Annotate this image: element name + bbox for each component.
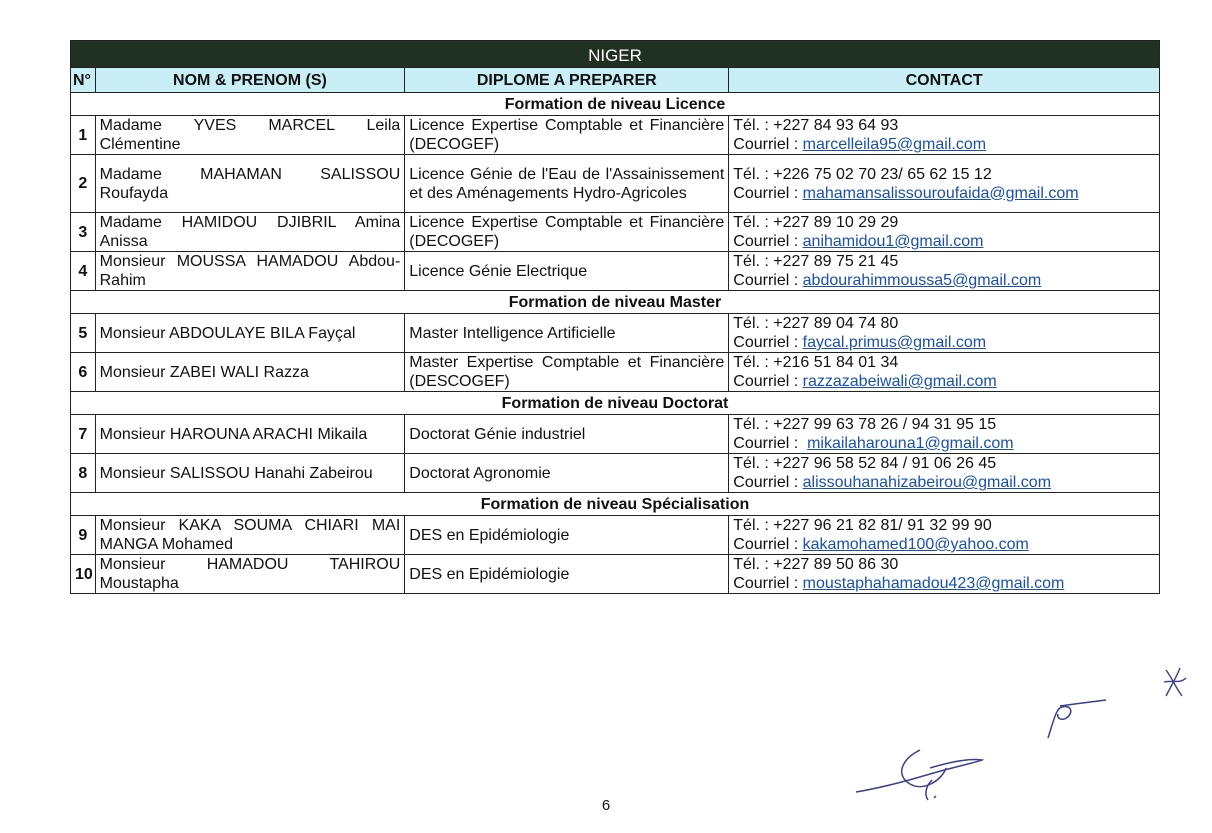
table-row — [71, 252, 1160, 291]
email-line — [733, 184, 1155, 203]
contact-cell — [729, 213, 1160, 252]
email-line — [733, 135, 1155, 154]
student-name: Monsieur HAMADOU TAHIROU Moustapha — [95, 555, 405, 594]
email-line — [733, 535, 1155, 554]
header-number: N° — [71, 68, 96, 93]
student-name: Monsieur KAKA SOUMA CHIARI MAI MANGA Mohamed — [95, 516, 405, 555]
student-name: Madame MAHAMAN SALISSOU Roufayda — [95, 155, 405, 213]
phone-number: Tél. : +227 89 75 21 45 — [733, 253, 899, 270]
email-line — [733, 434, 1155, 453]
section-title: Formation de niveau Spécialisation — [71, 493, 1160, 516]
student-name: Monsieur SALISSOU Hanahi Zabeirou — [95, 454, 405, 493]
diploma: Licence Génie de l'Eau de l'Assainissement et des Aménagements Hydro-Agricoles — [405, 155, 729, 213]
table-row — [71, 155, 1160, 213]
row-number: 9 — [71, 516, 96, 555]
row-number: 6 — [71, 353, 96, 392]
contact-cell — [729, 314, 1160, 353]
contact-cell — [729, 555, 1160, 594]
diploma: Licence Expertise Comptable et Financière (DECOGEF) — [405, 116, 729, 155]
section-title: Formation de niveau Licence — [71, 93, 1160, 116]
phone-number: Tél. : +226 75 02 70 23/ 65 62 15 12 — [733, 165, 992, 183]
email-label: Courriel : — [733, 136, 803, 153]
phone-number: Tél. : +227 89 04 74 80 — [733, 315, 899, 332]
table-row — [71, 415, 1160, 454]
row-number: 5 — [71, 314, 96, 353]
phone-number: Tél. : +216 51 84 01 34 — [733, 354, 899, 371]
email-line — [733, 271, 1155, 290]
email-label: Courriel : — [733, 184, 803, 202]
table-row — [71, 353, 1160, 392]
email-line — [733, 232, 1155, 251]
phone-number: Tél. : +227 96 21 82 81/ 91 32 99 90 — [733, 517, 992, 534]
email-link[interactable]: mikailaharouna1@gmail.com — [807, 435, 1014, 452]
email-label: Courriel : — [733, 575, 803, 592]
column-header-row — [71, 68, 1160, 93]
student-name: Monsieur ZABEI WALI Razza — [95, 353, 405, 392]
email-label: Courriel : — [733, 334, 803, 351]
margin-initial-mark — [1160, 662, 1190, 702]
section-row — [71, 291, 1160, 314]
student-name: Monsieur MOUSSA HAMADOU Abdou-Rahim — [95, 252, 405, 291]
header-contact: CONTACT — [729, 68, 1160, 93]
table-row — [71, 116, 1160, 155]
phone-number: Tél. : +227 99 63 78 26 / 94 31 95 15 — [733, 416, 997, 433]
student-name: Monsieur HAROUNA ARACHI Mikaila — [95, 415, 405, 454]
email-label: Courriel : — [733, 474, 803, 491]
email-line — [733, 333, 1155, 352]
contact-cell — [729, 454, 1160, 493]
email-link[interactable]: moustaphahamadou423@gmail.com — [802, 575, 1065, 592]
student-name: Madame YVES MARCEL Leila Clémentine — [95, 116, 405, 155]
email-link[interactable]: anihamidou1@gmail.com — [802, 233, 984, 250]
country-title: NIGER — [71, 41, 1160, 68]
table-row — [71, 314, 1160, 353]
section-title: Formation de niveau Doctorat — [71, 392, 1160, 415]
table-row — [71, 555, 1160, 594]
contact-cell — [729, 252, 1160, 291]
header-diploma: DIPLOME A PREPARER — [405, 68, 729, 93]
email-line — [733, 372, 1155, 391]
contact-cell — [729, 516, 1160, 555]
student-name: Monsieur ABDOULAYE BILA Fayçal — [95, 314, 405, 353]
email-link[interactable]: mahamansalissouroufaida@gmail.com — [802, 184, 1079, 202]
email-label: Courriel : — [733, 272, 803, 289]
phone-number: Tél. : +227 96 58 52 84 / 91 06 26 45 — [733, 455, 997, 472]
contact-cell — [729, 116, 1160, 155]
country-header-row — [71, 41, 1160, 68]
row-number: 2 — [71, 155, 96, 213]
contact-cell — [729, 155, 1160, 213]
page-number: 6 — [601, 797, 611, 814]
email-link[interactable]: alissouhanahizabeirou@gmail.com — [802, 474, 1052, 491]
contact-cell — [729, 415, 1160, 454]
section-row — [71, 93, 1160, 116]
email-line — [733, 574, 1155, 593]
email-label: Courriel : — [733, 536, 803, 553]
table-body — [71, 93, 1160, 594]
row-number: 4 — [71, 252, 96, 291]
section-title: Formation de niveau Master — [71, 291, 1160, 314]
diploma: DES en Epidémiologie — [405, 555, 729, 594]
row-number: 8 — [71, 454, 96, 493]
handwritten-signature — [850, 740, 990, 810]
phone-number: Tél. : +227 89 10 29 29 — [733, 214, 899, 231]
email-label: Courriel : — [733, 435, 808, 452]
email-label: Courriel : — [733, 373, 803, 390]
diploma: Master Intelligence Artificielle — [405, 314, 729, 353]
students-table — [70, 40, 1160, 594]
email-link[interactable]: kakamohamed100@yahoo.com — [802, 536, 1029, 553]
email-label: Courriel : — [733, 233, 803, 250]
email-link[interactable]: razzazabeiwali@gmail.com — [802, 373, 997, 390]
section-row — [71, 392, 1160, 415]
row-number: 10 — [71, 555, 96, 594]
student-name: Madame HAMIDOU DJIBRIL Amina Anissa — [95, 213, 405, 252]
diploma: Doctorat Génie industriel — [405, 415, 729, 454]
email-link[interactable]: marcelleila95@gmail.com — [802, 136, 987, 153]
email-line — [733, 473, 1155, 492]
email-link[interactable]: faycal.primus@gmail.com — [802, 334, 987, 351]
phone-number: Tél. : +227 89 50 86 30 — [733, 556, 899, 573]
diploma: DES en Epidémiologie — [405, 516, 729, 555]
row-number: 3 — [71, 213, 96, 252]
email-link[interactable]: abdourahimmoussa5@gmail.com — [802, 272, 1042, 289]
table-row — [71, 454, 1160, 493]
initials-signature — [1040, 696, 1110, 742]
diploma: Licence Expertise Comptable et Financière (DECOGEF) — [405, 213, 729, 252]
phone-number: Tél. : +227 84 93 64 93 — [733, 117, 899, 134]
diploma: Licence Génie Electrique — [405, 252, 729, 291]
section-row — [71, 493, 1160, 516]
contact-cell — [729, 353, 1160, 392]
row-number: 1 — [71, 116, 96, 155]
table-row — [71, 213, 1160, 252]
row-number: 7 — [71, 415, 96, 454]
diploma: Master Expertise Comptable et Financière (DESCOGEF) — [405, 353, 729, 392]
diploma: Doctorat Agronomie — [405, 454, 729, 493]
table-row — [71, 516, 1160, 555]
header-name: NOM & PRENOM (S) — [95, 68, 405, 93]
